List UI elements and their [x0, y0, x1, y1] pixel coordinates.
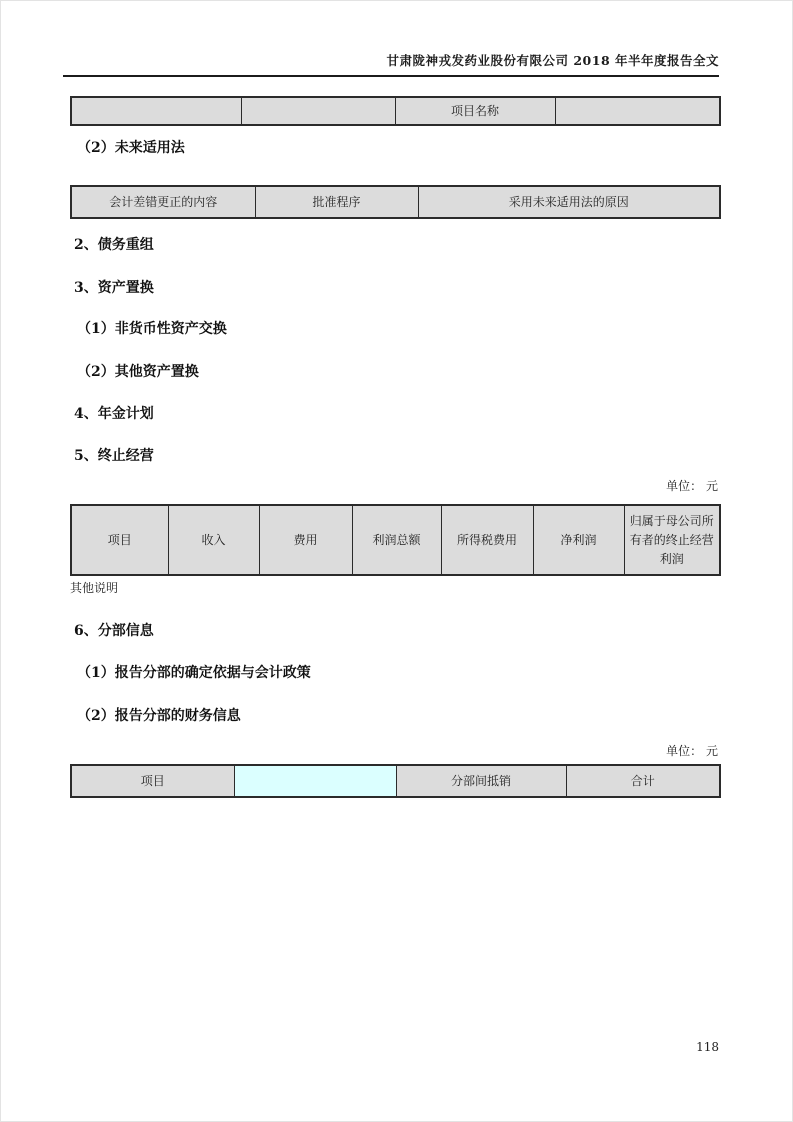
- table-cell: [241, 97, 395, 125]
- future-method-table: [70, 185, 721, 219]
- heading-other-asset-replacement: （2）其他资产置换: [77, 364, 199, 380]
- table-cell-total: 合计: [566, 765, 720, 797]
- table-cell-item-name: 项目名称: [395, 97, 555, 125]
- table-row: [71, 505, 720, 575]
- heading-segment-information: 6、分部信息: [74, 623, 154, 639]
- table-cell: [555, 97, 720, 125]
- page-header: [63, 0, 719, 77]
- other-notes-label: 其他说明: [70, 581, 119, 595]
- table-cell-net-profit: 净利润: [533, 505, 624, 575]
- heading-annuity-plan: 4、年金计划: [74, 406, 154, 422]
- heading-future-method: （2）未来适用法: [77, 140, 185, 156]
- table-cell-project: 项目: [71, 505, 168, 575]
- table-cell-total-profit: 利润总额: [352, 505, 441, 575]
- heading-debt-restructuring: 2、债务重组: [74, 237, 154, 253]
- heading-discontinued-operation: 5、终止经营: [74, 448, 154, 464]
- discontinued-operation-table: [70, 504, 721, 576]
- table-cell-future-method-reason: 采用未来适用法的原因: [418, 186, 720, 218]
- heading-segment-financials: （2）报告分部的财务信息: [77, 708, 241, 724]
- table-cell-segment-blank: [234, 765, 396, 797]
- table-cell-income-tax: 所得税费用: [441, 505, 533, 575]
- segment-table: [70, 764, 721, 798]
- table-row: [71, 186, 720, 218]
- page-number: 118: [696, 1040, 719, 1054]
- unit-label: 单位： 元: [666, 744, 718, 758]
- table-cell: [71, 97, 241, 125]
- table-cell-project: 项目: [71, 765, 234, 797]
- table-cell-expense: 费用: [259, 505, 352, 575]
- table-row: [71, 97, 720, 125]
- heading-non-monetary-exchange: （1）非货币性资产交换: [77, 321, 227, 337]
- unit-label: 单位： 元: [666, 479, 718, 493]
- table-row: [71, 765, 720, 797]
- heading-segment-basis: （1）报告分部的确定依据与会计政策: [77, 665, 311, 681]
- table-cell-correction-content: 会计差错更正的内容: [71, 186, 255, 218]
- item-name-continued-table: [70, 96, 721, 126]
- table-cell-parent-discontinued-profit: 归属于母公司所有者的终止经营利润: [624, 505, 720, 575]
- heading-asset-replacement: 3、资产置换: [74, 280, 154, 296]
- table-cell-intersegment-elimination: 分部间抵销: [396, 765, 566, 797]
- table-cell-approval-procedure: 批准程序: [255, 186, 418, 218]
- table-cell-income: 收入: [168, 505, 259, 575]
- header-title: 甘肃陇神戎发药业股份有限公司 2018 年半年度报告全文: [386, 53, 719, 68]
